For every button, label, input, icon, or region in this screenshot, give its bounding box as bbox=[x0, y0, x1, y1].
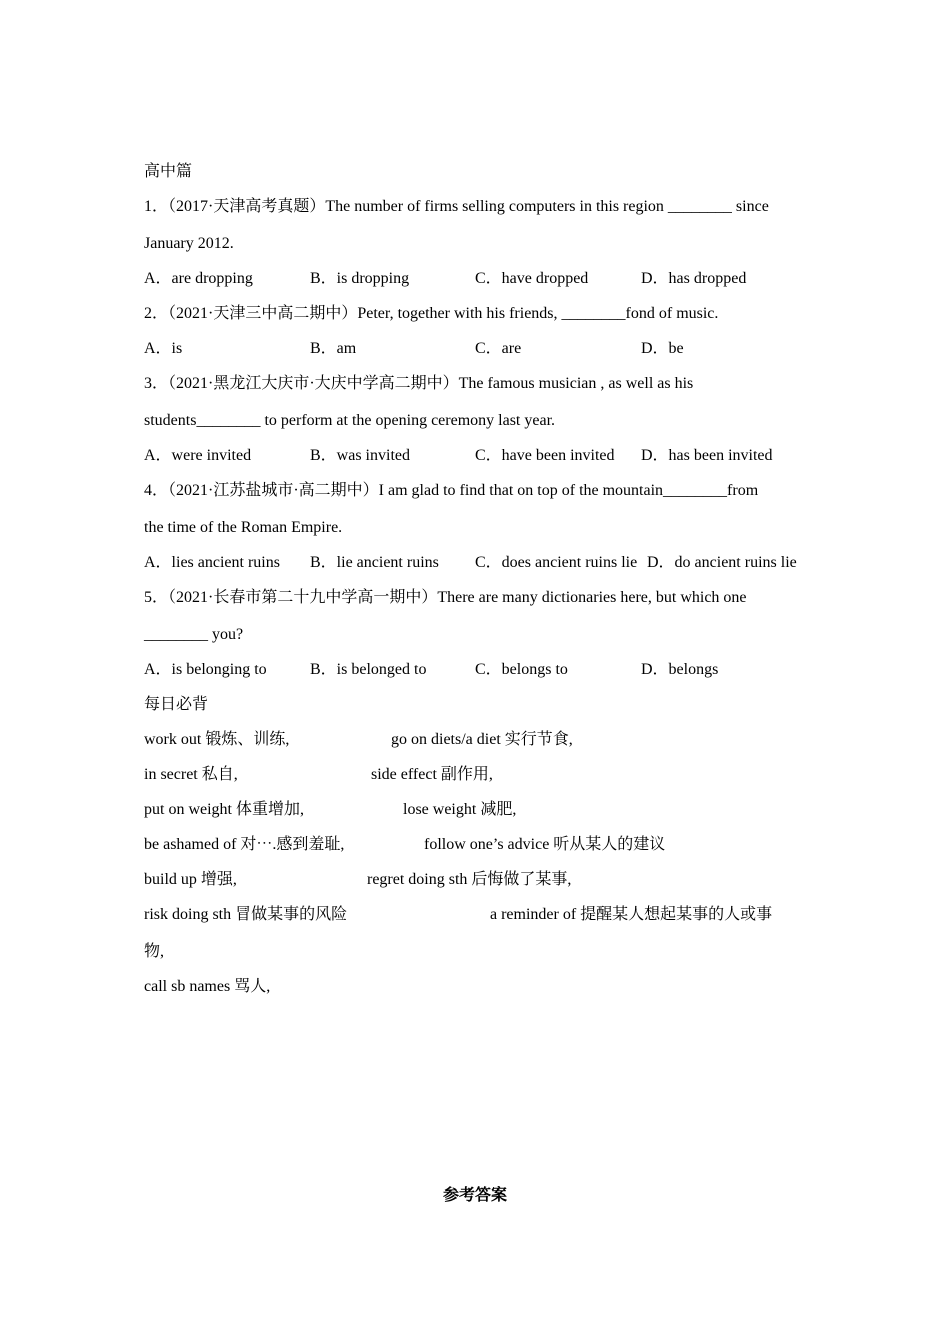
question-5-option-c: C．belongs to bbox=[475, 661, 568, 678]
phrase-item: side effect 副作用, bbox=[371, 766, 493, 783]
answer-title: 参考答案 bbox=[442, 1187, 507, 1204]
question-3-option-d: D．has been invited bbox=[641, 447, 773, 464]
phrase-item: call sb names 骂人, bbox=[144, 978, 271, 995]
phrase-item: be ashamed of 对⋯.感到羞耻, bbox=[144, 836, 345, 853]
phrase-item: build up 增强, bbox=[144, 871, 237, 888]
phrase-item: regret doing sth 后悔做了某事, bbox=[367, 871, 572, 888]
phrase-item: lose weight 减肥, bbox=[403, 801, 517, 818]
question-4-option-d: D．do ancient ruins lie bbox=[647, 554, 797, 571]
question-4-option-b: B．lie ancient ruins bbox=[310, 554, 439, 571]
question-1-option-a: A．are dropping bbox=[144, 270, 253, 287]
phrase-item: 物, bbox=[144, 943, 165, 960]
question-4-stem-cont: the time of the Roman Empire. bbox=[144, 519, 343, 536]
question-1-stem-cont: January 2012. bbox=[144, 235, 234, 252]
question-5-stem: 5．（2021·长春市第二十九中学高一期中）There are many dictionaries here, but which one bbox=[144, 589, 747, 606]
question-3-option-b: B．was invited bbox=[310, 447, 410, 464]
question-5-option-d: D．belongs bbox=[641, 661, 719, 678]
phrase-item: in secret 私自, bbox=[144, 766, 238, 783]
phrase-item: put on weight 体重增加, bbox=[144, 801, 304, 818]
question-2-stem: 2．（2021·天津三中高二期中）Peter, together with his friends, ________fond of music. bbox=[144, 305, 719, 322]
phrase-item: risk doing sth 冒做某事的风险 bbox=[144, 906, 348, 923]
question-5-option-b: B．is belonged to bbox=[310, 661, 427, 678]
question-3-stem: 3．（2021·黑龙江大庆市·大庆中学高二期中）The famous musician , as well as his bbox=[144, 375, 694, 392]
question-5-stem-cont: ________ you? bbox=[144, 626, 244, 643]
section-title: 高中篇 bbox=[144, 163, 193, 180]
question-1-option-c: C．have dropped bbox=[475, 270, 589, 287]
question-3-option-a: A．were invited bbox=[144, 447, 252, 464]
phrase-item: work out 锻炼、训练, bbox=[144, 731, 290, 748]
daily-title: 每日必背 bbox=[144, 696, 209, 713]
question-2-option-d: D．be bbox=[641, 340, 684, 357]
question-5-option-a: A．is belonging to bbox=[144, 661, 267, 678]
phrase-item: follow one’s advice 听从某人的建议 bbox=[424, 836, 666, 853]
question-4-option-c: C．does ancient ruins lie bbox=[475, 554, 638, 571]
question-4-stem: 4．（2021·江苏盐城市·高二期中）I am glad to find that on top of the mountain________from bbox=[144, 482, 759, 499]
question-3-option-c: C．have been invited bbox=[475, 447, 615, 464]
phrase-item: go on diets/a diet 实行节食, bbox=[391, 731, 573, 748]
question-4-option-a: A．lies ancient ruins bbox=[144, 554, 280, 571]
question-2-option-b: B．am bbox=[310, 340, 357, 357]
question-2-option-a: A．is bbox=[144, 340, 183, 357]
question-1-option-d: D．has dropped bbox=[641, 270, 747, 287]
question-2-option-c: C．are bbox=[475, 340, 522, 357]
phrase-item: a reminder of 提醒某人想起某事的人或事 bbox=[490, 906, 773, 923]
question-1-stem: 1．（2017·天津高考真题）The number of firms selling computers in this region ________ since bbox=[144, 198, 769, 215]
question-3-stem-cont: students________ to perform at the opening ceremony last year. bbox=[144, 412, 556, 429]
question-1-option-b: B．is dropping bbox=[310, 270, 410, 287]
